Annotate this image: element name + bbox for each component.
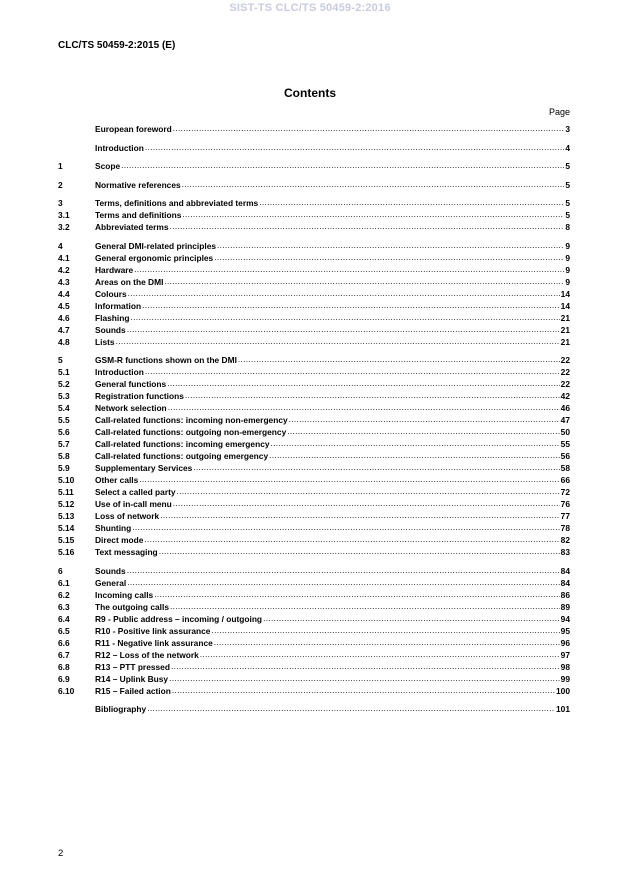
toc-entry-title[interactable]: Shunting <box>95 523 132 533</box>
toc-entry-number: 3.2 <box>58 222 70 232</box>
toc-entry-page: 9 <box>565 264 570 275</box>
toc-dot-leader <box>169 672 560 684</box>
toc-entry-number: 5.14 <box>58 523 75 533</box>
toc-entry-title[interactable]: GSM-R functions shown on the DMI <box>95 355 237 365</box>
toc-entry-number: 4 <box>58 240 63 251</box>
toc-entry-page: 84 <box>560 565 570 576</box>
toc-entry-page: 78 <box>560 523 570 533</box>
toc-entry-number: 5.1 <box>58 367 70 377</box>
toc-dot-leader <box>170 600 560 612</box>
toc-entry-page: 100 <box>556 685 570 696</box>
toc-dot-leader <box>287 425 559 437</box>
toc-entry-title[interactable]: Information <box>95 300 142 311</box>
toc-entry-page: 14 <box>560 288 570 299</box>
toc-entry-number: 1 <box>58 161 63 171</box>
toc-entry-number: 6.8 <box>58 661 70 672</box>
toc-dot-leader <box>263 612 560 624</box>
toc-entry-number: 3.1 <box>58 210 70 220</box>
toc-entry-page: 47 <box>560 415 570 425</box>
toc-entry-title[interactable]: General functions <box>95 379 167 389</box>
toc-dot-leader <box>147 702 555 714</box>
toc-dot-leader <box>170 220 565 232</box>
toc-dot-leader <box>128 287 560 299</box>
toc-entry-title[interactable]: Direct mode <box>95 535 144 545</box>
toc-entry-page: 95 <box>560 625 570 636</box>
toc-entry[interactable] <box>58 142 570 154</box>
toc-entry-title[interactable]: Use of in-call menu <box>95 499 172 509</box>
toc-entry-title[interactable]: Abbreviated terms <box>95 222 169 232</box>
toc-entry-title[interactable]: Flashing <box>95 312 130 323</box>
toc-entry-title[interactable]: R14 – Uplink Busy <box>95 673 169 684</box>
toc-entry[interactable] <box>58 179 570 191</box>
toc-entry-title[interactable]: R13 – PTT pressed <box>95 661 170 672</box>
toc-entry[interactable] <box>58 123 570 135</box>
toc-entry-number: 5.11 <box>58 487 74 497</box>
toc-entry-title[interactable]: Select a called party <box>95 487 176 497</box>
toc-dot-leader <box>200 648 560 660</box>
toc-entry-title[interactable]: Lists <box>95 336 115 347</box>
toc-entry-number: 6.6 <box>58 637 70 648</box>
toc-entry-title[interactable]: Hardware <box>95 264 134 275</box>
toc-dot-leader <box>121 159 564 171</box>
toc-entry-page: 97 <box>560 649 570 660</box>
toc-dot-leader <box>145 365 560 377</box>
toc-entry[interactable] <box>58 685 570 697</box>
toc-entry-title[interactable]: Sounds <box>95 565 126 576</box>
toc-dot-leader <box>164 275 564 287</box>
toc-entry-number: 6.1 <box>58 577 70 588</box>
toc-dot-leader <box>182 178 565 190</box>
toc-entry-title[interactable]: R10 - Positive link assurance <box>95 625 211 636</box>
toc-dot-leader <box>168 401 560 413</box>
toc-entry-title[interactable]: Registration functions <box>95 391 184 401</box>
toc-dot-leader <box>167 377 559 389</box>
toc-entry-title[interactable]: Supplementary Services <box>95 463 193 473</box>
toc-entry-title[interactable]: R11 - Negative link assurance <box>95 637 213 648</box>
toc-dot-leader <box>214 251 564 263</box>
toc-entry-title[interactable]: Call-related functions: incoming emergency <box>95 439 270 449</box>
toc-dot-leader <box>269 449 560 461</box>
toc-dot-leader <box>211 624 559 636</box>
toc-dot-leader <box>173 497 560 509</box>
toc-entry-number: 6 <box>58 565 63 576</box>
toc-entry-title[interactable]: Colours <box>95 288 127 299</box>
toc-entry-page: 76 <box>560 499 570 509</box>
watermark: SIST-TS CLC/TS 50459-2:2016 <box>229 2 391 14</box>
toc-entry-page: 66 <box>560 475 570 485</box>
toc-entry-number: 4.8 <box>58 336 70 347</box>
toc-dot-leader <box>238 353 560 365</box>
toc-entry-number: 4.6 <box>58 312 70 323</box>
toc-entry-title[interactable]: General ergonomic principles <box>95 252 214 263</box>
toc-entry-number: 5.10 <box>58 475 75 485</box>
toc-dot-leader <box>177 485 560 497</box>
toc-entry-number: 5.2 <box>58 379 70 389</box>
toc-entry-number: 5.7 <box>58 439 70 449</box>
toc-entry-page: 46 <box>560 403 570 413</box>
toc-entry-page: 72 <box>560 487 570 497</box>
toc-entry-number: 4.2 <box>58 264 70 275</box>
toc-entry-page: 4 <box>565 142 570 153</box>
toc-entry-title[interactable]: Network selection <box>95 403 167 413</box>
toc-entry-page: 98 <box>560 661 570 672</box>
toc-entry-page: 9 <box>565 276 570 287</box>
toc-entry-page: 50 <box>560 427 570 437</box>
toc-entry-number: 5.15 <box>58 535 75 545</box>
toc-entry-page: 56 <box>560 451 570 461</box>
toc-dot-leader <box>145 141 564 153</box>
toc-entry-title[interactable]: Scope <box>95 161 121 171</box>
toc-entry-title[interactable]: Call-related functions: outgoing non-emergency <box>95 427 287 437</box>
toc-entry-number: 6.10 <box>58 685 75 696</box>
toc-dot-leader <box>182 208 564 220</box>
toc-entry-title[interactable]: European foreword <box>95 124 172 134</box>
toc-entry-number: 5.13 <box>58 511 75 521</box>
toc-dot-leader <box>139 473 559 485</box>
toc-dot-leader <box>127 323 560 335</box>
toc-dot-leader <box>154 588 559 600</box>
toc-entry[interactable] <box>58 546 570 558</box>
toc-entry-title[interactable]: Introduction <box>95 142 144 153</box>
toc-entry-page: 21 <box>560 312 570 323</box>
page-number: 2 <box>58 848 64 859</box>
toc-entry-page: 89 <box>560 601 570 612</box>
toc-entry-page: 21 <box>560 324 570 335</box>
toc-dot-leader <box>116 335 560 347</box>
table-of-contents <box>58 123 570 715</box>
toc-entry[interactable] <box>58 160 570 172</box>
toc-entry-title[interactable]: The outgoing calls <box>95 601 169 612</box>
toc-entry-title[interactable]: Loss of network <box>95 511 160 521</box>
toc-entry-number: 5.12 <box>58 499 75 509</box>
toc-dot-leader <box>159 545 560 557</box>
toc-entry-number: 5.8 <box>58 451 70 461</box>
toc-entry-number: 3 <box>58 198 63 208</box>
toc-entry-title[interactable]: General <box>95 577 127 588</box>
toc-dot-leader <box>142 299 560 311</box>
toc-entry-title[interactable]: Terms and definitions <box>95 210 182 220</box>
toc-entry-page: 5 <box>565 179 570 190</box>
toc-entry-number: 6.2 <box>58 589 70 600</box>
toc-entry-title[interactable]: R15 – Failed action <box>95 685 171 696</box>
toc-dot-leader <box>217 239 564 251</box>
toc-entry-number: 4.4 <box>58 288 70 299</box>
toc-entry-page: 9 <box>565 252 570 263</box>
toc-entry-page: 5 <box>565 161 570 171</box>
toc-dot-leader <box>130 311 559 323</box>
document-identifier: CLC/TS 50459-2:2015 (E) <box>58 40 176 51</box>
toc-entry-title[interactable]: Areas on the DMI <box>95 276 164 287</box>
toc-entry-page: 77 <box>560 511 570 521</box>
toc-dot-leader <box>144 533 559 545</box>
toc-entry-number: 4.5 <box>58 300 70 311</box>
toc-entry-title[interactable]: Incoming calls <box>95 589 154 600</box>
toc-entry-title[interactable]: General DMI-related principles <box>95 240 217 251</box>
toc-entry-number: 5.4 <box>58 403 70 413</box>
toc-entry-title[interactable]: R9 - Public address – incoming / outgoing <box>95 613 263 624</box>
toc-dot-leader <box>132 521 559 533</box>
toc-entry-title[interactable]: Sounds <box>95 324 126 335</box>
toc-dot-leader <box>172 684 555 696</box>
toc-dot-leader <box>185 389 560 401</box>
toc-entry-page: 82 <box>560 535 570 545</box>
toc-entry-page: 22 <box>560 355 570 365</box>
toc-entry-number: 5.9 <box>58 463 70 473</box>
toc-entry-number: 2 <box>58 179 63 190</box>
toc-entry-title[interactable]: Bibliography <box>95 704 147 714</box>
toc-entry-page: 42 <box>560 391 570 401</box>
toc-entry-page: 94 <box>560 613 570 624</box>
toc-entry-number: 5.3 <box>58 391 70 401</box>
toc-entry-number: 6.3 <box>58 601 70 612</box>
toc-entry-number: 6.4 <box>58 613 70 624</box>
toc-dot-leader <box>193 461 559 473</box>
toc-entry-number: 5 <box>58 355 63 365</box>
toc-dot-leader <box>289 413 560 425</box>
toc-entry-number: 6.7 <box>58 649 70 660</box>
toc-entry-title[interactable]: Call-related functions: outgoing emergency <box>95 451 269 461</box>
toc-entry-number: 4.1 <box>58 252 70 263</box>
toc-entry-page: 99 <box>560 673 570 684</box>
toc-entry-number: 5.5 <box>58 415 70 425</box>
toc-dot-leader <box>134 263 564 275</box>
toc-dot-leader <box>127 564 560 576</box>
toc-entry-page: 83 <box>560 547 570 557</box>
toc-entry-number: 6.9 <box>58 673 70 684</box>
toc-entry-page: 21 <box>560 336 570 347</box>
page-column-label: Page <box>548 107 570 117</box>
toc-entry-page: 9 <box>565 240 570 251</box>
toc-entry-number: 5.16 <box>58 547 75 557</box>
toc-entry-page: 3 <box>565 124 570 134</box>
toc-entry-page: 55 <box>560 439 570 449</box>
toc-entry-page: 22 <box>560 367 570 377</box>
toc-entry-title[interactable]: Text messaging <box>95 547 158 557</box>
toc-entry-title[interactable]: Other calls <box>95 475 139 485</box>
toc-entry-page: 86 <box>560 589 570 600</box>
toc-entry-number: 4.3 <box>58 276 70 287</box>
toc-entry[interactable] <box>58 336 570 348</box>
toc-entry-number: 5.6 <box>58 427 70 437</box>
toc-entry-page: 5 <box>565 198 570 208</box>
toc-entry-number: 6.5 <box>58 625 70 636</box>
toc-entry-page: 58 <box>560 463 570 473</box>
toc-entry-number: 4.7 <box>58 324 70 335</box>
toc-dot-leader <box>214 636 560 648</box>
toc-dot-leader <box>271 437 560 449</box>
toc-entry-page: 22 <box>560 379 570 389</box>
toc-entry-page: 101 <box>556 704 570 714</box>
contents-heading: Contents <box>284 86 336 100</box>
toc-entry-page: 84 <box>560 577 570 588</box>
toc-entry-page: 14 <box>560 300 570 311</box>
toc-entry-page: 8 <box>565 222 570 232</box>
toc-entry[interactable] <box>58 221 570 233</box>
toc-entry-page: 5 <box>565 210 570 220</box>
toc-entry[interactable] <box>58 703 570 715</box>
toc-entry-title[interactable]: Call-related functions: incoming non-emergency <box>95 415 288 425</box>
toc-dot-leader <box>160 509 559 521</box>
toc-entry-title[interactable]: Normative references <box>95 179 181 190</box>
toc-dot-leader <box>173 122 565 134</box>
toc-entry-title[interactable]: Introduction <box>95 367 144 377</box>
toc-dot-leader <box>127 576 559 588</box>
toc-entry-title[interactable]: R12 – Loss of the network <box>95 649 199 660</box>
toc-entry-title[interactable]: Terms, definitions and abbreviated terms <box>95 198 259 208</box>
toc-dot-leader <box>171 660 560 672</box>
toc-dot-leader <box>259 196 564 208</box>
toc-entry-page: 96 <box>560 637 570 648</box>
